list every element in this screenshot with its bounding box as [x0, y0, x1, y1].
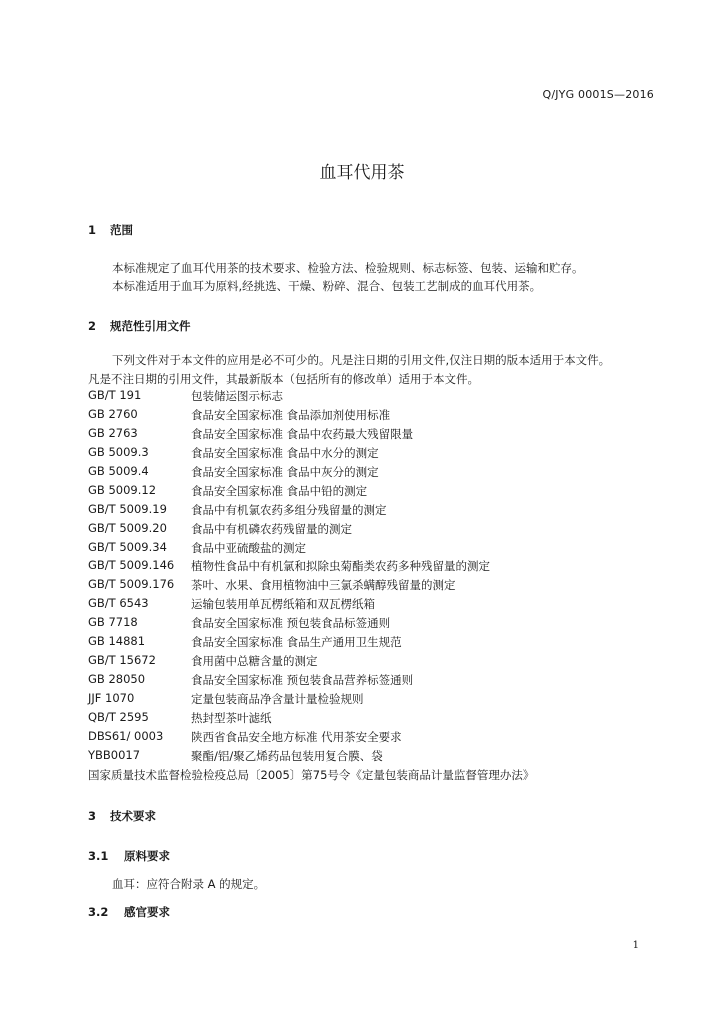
reference-title: 食品安全国家标准 食品中灰分的测定: [191, 464, 379, 479]
section-3-heading: [88, 808, 156, 824]
reference-title: 食品安全国家标准 食品中农药最大残留限量: [191, 426, 414, 441]
reference-code: GB/T 5009.146: [88, 558, 175, 573]
scope-paragraph-2: 本标准适用于血耳为原料,经挑选、干燥、粉碎、混合、包装工艺制成的血耳代用茶。: [112, 279, 542, 293]
reference-code: GB 28050: [88, 672, 146, 687]
document-title: 血耳代用茶: [319, 163, 405, 183]
reference-row: [88, 445, 534, 464]
reference-code: GB 2763: [88, 425, 138, 440]
page-number: 1: [632, 940, 639, 951]
reference-row: [88, 502, 534, 521]
reference-title: 食品中有机氯农药多组分残留量的测定: [191, 502, 387, 517]
reference-code: QB/T 2595: [88, 709, 149, 724]
reference-row: [88, 521, 534, 540]
reference-row: [88, 634, 534, 653]
section-number: 3: [88, 809, 97, 823]
reference-row: [88, 483, 534, 502]
references-intro-line-2: 凡是不注日期的引用文件，其最新版本（包括所有的修改单）适用于本文件。: [88, 372, 479, 386]
reference-row: [88, 596, 534, 615]
reference-title: 食品中有机磷农药残留量的测定: [191, 521, 352, 536]
section-number: 2: [88, 319, 97, 333]
scope-paragraph-1: 本标准规定了血耳代用茶的技术要求、检验方法、检验规则、标志标签、包装、运输和贮存。: [112, 261, 584, 275]
section-title: 规范性引用文件: [110, 319, 191, 333]
reference-title: 运输包装用单瓦楞纸箱和双瓦楞纸箱: [191, 597, 375, 612]
reference-row: [88, 615, 534, 634]
reference-code: YBB0017: [88, 747, 141, 762]
reference-code: GB 5009.12: [88, 482, 157, 497]
reference-title: 食用菌中总糖含量的测定: [191, 654, 318, 669]
reference-code: GB 5009.3: [88, 444, 149, 459]
section-title: 范围: [110, 223, 134, 237]
reference-row: [88, 464, 534, 483]
reference-row: [88, 426, 534, 445]
section-1-heading: [88, 222, 133, 238]
reference-code: GB 14881: [88, 634, 146, 649]
reference-title: 食品安全国家标准 食品中水分的测定: [191, 445, 379, 460]
reference-title: 食品中亚硫酸盐的测定: [191, 540, 306, 555]
reference-row: [88, 407, 534, 426]
reference-code: GB/T 6543: [88, 596, 149, 611]
reference-code: GB/T 191: [88, 388, 142, 402]
reference-title: 植物性食品中有机氯和拟除虫菊酯类农药多种残留量的测定: [191, 559, 490, 574]
reference-row: [88, 710, 534, 729]
reference-row: [88, 558, 534, 577]
reference-row: [88, 653, 534, 672]
reference-code: GB 2760: [88, 406, 138, 421]
standard-code: Q/JYG 0001S—2016: [542, 88, 654, 101]
reference-row: [88, 540, 534, 559]
reference-row: [88, 388, 534, 407]
section-3-2-heading: [88, 904, 170, 920]
reference-title: 聚酯/铝/聚乙烯药品包装用复合膜、袋: [191, 748, 383, 763]
subsection-title: 感官要求: [124, 905, 171, 919]
reference-code: DBS61/ 0003: [88, 728, 164, 743]
subsection-title: 原料要求: [124, 849, 171, 863]
reference-title: 热封型茶叶滤纸: [191, 710, 272, 725]
reference-code: GB/T 5009.19: [88, 501, 167, 516]
reference-row: [88, 691, 534, 710]
ordinance-row: [88, 767, 534, 786]
reference-title: 食品安全国家标准 食品中铅的测定: [191, 483, 368, 498]
reference-code: GB 5009.4: [88, 463, 149, 478]
reference-code: GB/T 5009.176: [88, 577, 175, 592]
reference-code: GB/T 5009.34: [88, 539, 167, 554]
reference-row: [88, 577, 534, 596]
reference-title: 食品安全国家标准 预包装食品营养标签通则: [191, 673, 414, 688]
reference-code: GB/T 5009.20: [88, 520, 167, 535]
reference-title: 定量包装商品净含量计量检验规则: [191, 692, 364, 706]
section-2-heading: [88, 318, 191, 334]
raw-material-text: 血耳：应符合附录 A 的规定。: [112, 877, 266, 891]
reference-title: 包装储运图示标志: [191, 389, 283, 403]
subsection-number: 3.2: [88, 905, 109, 919]
normative-references-list: [88, 388, 534, 786]
reference-title: 食品安全国家标准 食品添加剂使用标准: [191, 407, 391, 422]
subsection-number: 3.1: [88, 849, 109, 863]
section-title: 技术要求: [110, 809, 157, 823]
reference-row: [88, 748, 534, 767]
reference-title: 陕西省食品安全地方标准 代用茶安全要求: [191, 729, 402, 744]
reference-code: GB/T 15672: [88, 653, 156, 668]
reference-title: 食品安全国家标准 食品生产通用卫生规范: [191, 635, 402, 650]
references-intro-line-1: 下列文件对于本文件的应用是必不可少的。凡是注日期的引用文件,仅注日期的版本适用于本文件。: [112, 353, 611, 367]
reference-row: [88, 729, 534, 748]
section-number: 1: [88, 223, 97, 237]
section-3-1-heading: [88, 848, 170, 864]
reference-code: GB 7718: [88, 615, 138, 630]
ordinance-text: 国家质量技术监督检验检疫总局〔2005〕第75号令《定量包装商品计量监督管理办法》: [88, 767, 535, 782]
reference-row: [88, 672, 534, 691]
reference-title: 食品安全国家标准 预包装食品标签通则: [191, 616, 391, 631]
reference-title: 茶叶、水果、食用植物油中三氯杀螨醇残留量的测定: [191, 578, 456, 593]
reference-code: JJF 1070: [88, 691, 135, 705]
